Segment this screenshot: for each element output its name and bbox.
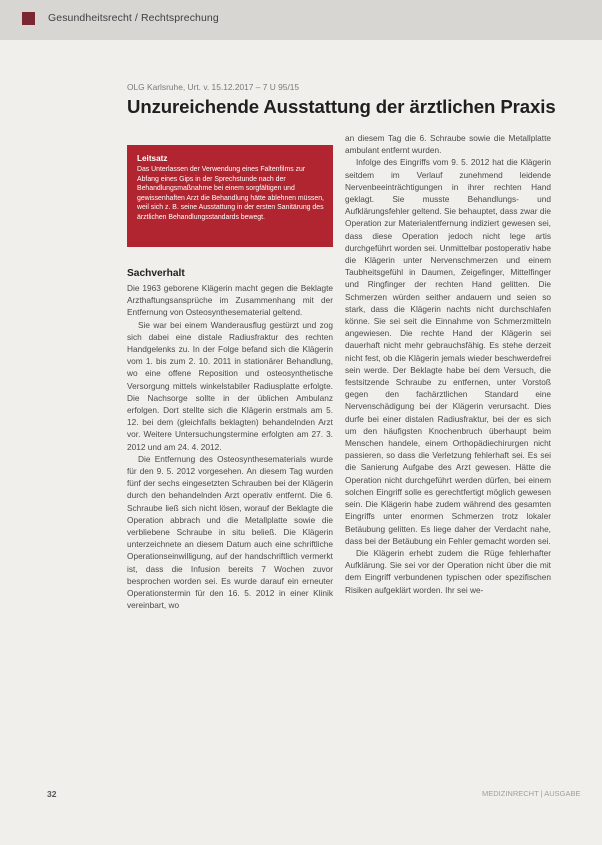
page-number: 32	[47, 789, 57, 799]
paragraph: Infolge des Eingriffs vom 9. 5. 2012 hat die Klägerin seitdem im Verlauf zunehmend leidende Nervenbeeinträchtigungen in ihrer rechten Hand geklagt. Sie musste Behandlungs- und Aufklärungsfehler geltend. Sie behauptet, dass zwar die Operation zur Materialentfernung indiziert gewesen sei, dass diese Operation jedoch nicht lege artis durchgeführt worden sei. Unmittelbar postoperativ habe die Klägerin unter Nervenschmerzen und einem Taubheitsgefühl in Daumen, Zeigefinger, Mittelfinger und Ringfinger der rechten Hand gelitten. Die Schmerzen würden seither andauern und seien so stark, dass die Klägerin nachts nicht durchschlafen könne. Sie sei seit die Einnahme von Schmerzmitteln angewiesen. Die rechte Hand der Klägerin sei dauerhaft nicht mehr gebrauchsfähig. Es stehe derzeit nicht fest, ob die Klägerin jemals wieder beschwerdefrei sein werde. Der Beklagte habe bei dem Versuch, die festsitzende Schraube zu entfernen, unter Vorstoß gegen den fachärztlichen Standard eine Nervenschädigung bei der Klägerin verursacht. Dies durfe bei einer distalen Radiusfraktur, bei der es sich um den häufigsten Knochenbruch überhaupt beim Menschen handele, einem Orthopädiechirurgen nicht passieren, so dass die Verletzung fehlerhaft sei. Es sei die Sanierung Aufgabe des Arzt gewesen. Hätte die Operation nicht durchgeführt werden dürfen, bei einem solchen Eingriff solle es gerechtfertigt möglich gewesen sein. Die Klägerin habe zudem während des gesamten Eingriffs unter enormen Schmerzen trotz lokaler Betäubung gelitten. Es liege daher der Verdacht nahe, dass bei der Betäubung ein Fehler gemacht worden sei.	[345, 157, 551, 546]
article-title: Unzureichende Ausstattung der ärztlichen Praxis	[127, 96, 556, 117]
paragraph: Die Entfernung des Osteosynthesematerials wurde für den 9. 5. 2012 vorgesehen. An diesem Tag wurden fünf der sechs eingesetzten Schrauben bei der Klägerin durch den behandelnden Arzt operativ entfernt. Die 6. Schraube ließ sich nicht lösen, worauf der Beklagte die Operation abbrach und die Metallplatte sowie die verbliebene Schraube in situ beließ. Die Klägerin unterzeichnete an diesem Datum auch eine schriftliche Operationseinwilligung, auf der handschriftlich vermerkt ist, dass die Infusion bereits 7 Wochen zuvor besprochen worden sei. Es wurde darauf ein erneuter Operationstermin für den 16. 5. 2012 in einer Klinik vereinbart, wo	[127, 453, 333, 611]
paragraph: Die Klägerin erhebt zudem die Rüge fehlerhafter Aufklärung. Sie sei vor der Operation nicht über die mit dem Eingriff verbundenen typischen oder spezifischen Risiken aufgeklärt worden. Ihr sei we-	[345, 547, 551, 595]
header-marker-square	[22, 12, 35, 25]
paragraph: Sie war bei einem Wanderausflug gestürzt und zog sich dabei eine distale Radiusfraktur des rechten Handgelenks zu. In der Folge befand sich die Klägerin vom 1. bis zum 2. 10. 2011 in stationärer Behandlung, wo eine offene Reposition und osteosynthetische Versorgung mittels winkelstabiler Radiusplatte erfolgte. Die Nachsorge sollte in der üblichen Ambulanz erfolgen. Dort stellte sich die Klägerin erstmals am 5. 12. bei dem (gleichfalls beklagten) behandelnden Arzt vor. Weitere Untersuchungstermine erfolgten am 27. 3. 2012 und am 24. 4. 2012.	[127, 319, 333, 452]
leitsatz-box	[127, 145, 333, 247]
header-section-label: Gesundheitsrecht / Rechtsprechung	[48, 12, 219, 24]
case-citation: OLG Karlsruhe, Urt. v. 15.12.2017 – 7 U 95/15	[127, 82, 300, 92]
leitsatz-text: Das Unterlassen der Verwendung eines Faltenfilms zur Abfang eines Gips in der Sprechstunde nach der Behandlungsmaßnahme bei einem sorgfältigen und gewissenhaften Arzt die Behandlung hätte ablehnen müssen, weil sich z. B. seine Ausstattung in der ersten Sanitärung des ärztlichen Behandlungsstandards bewegt.	[137, 166, 324, 221]
text-column-right	[345, 132, 551, 596]
leitsatz-heading: Leitsatz	[137, 154, 168, 163]
section-heading-sachverhalt: Sachverhalt	[127, 268, 185, 279]
running-header	[0, 0, 602, 40]
paragraph: an diesem Tag die 6. Schraube sowie die Metallplatte ambulant entfernt wurden.	[345, 133, 551, 156]
journal-footer: MEDIZINRECHT | AUSGABE	[482, 789, 581, 798]
text-column-left	[127, 282, 333, 611]
paragraph: Die 1963 geborene Klägerin macht gegen die Beklagte Arzthaftungsansprüche im Zusammenhang mit der Entfernung von Osteosynthesematerial geltend.	[127, 283, 333, 318]
